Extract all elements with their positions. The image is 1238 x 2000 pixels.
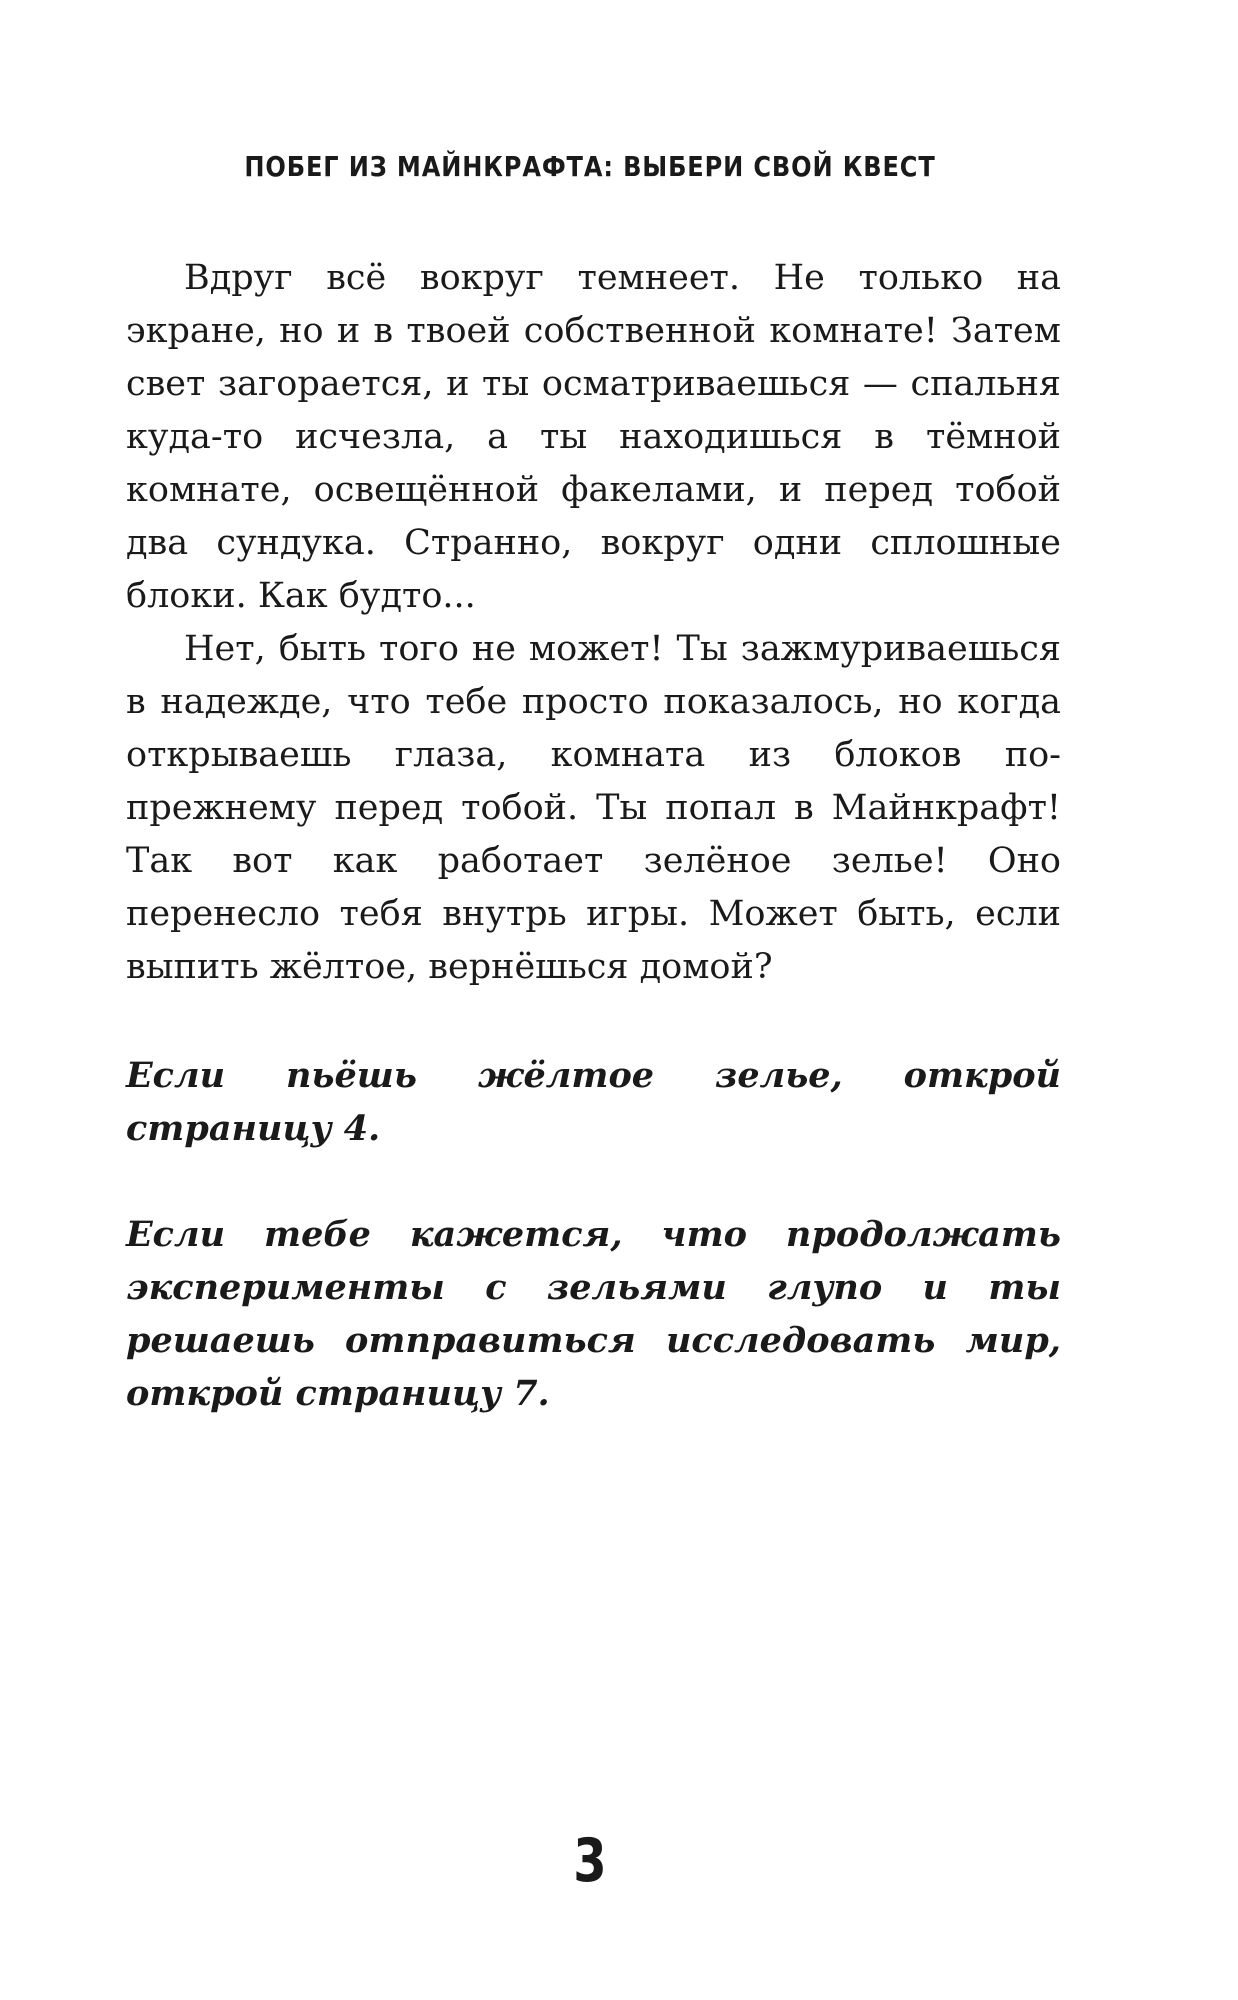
story-text <box>126 252 1061 994</box>
running-head: ПОБЕГ ИЗ МАЙНКРАФТА: ВЫБЕРИ СВОЙ КВЕСТ <box>244 150 936 183</box>
story-choices <box>126 1049 1061 1473</box>
paragraph: Вдруг всё вокруг темнеет. Не только на экране, но и в твоей собственной комнате! Затем свет загорается, и ты осматриваешься — спальня куда-то исчезла, а ты находишься в тёмной комнате, освещённой факелами, и перед тобой два сундука. Странно, вокруг одни сплошные блоки. Как будто... <box>126 258 1061 616</box>
choice-option: Если тебе кажется, что продолжать эксперименты с зельями глупо и ты решаешь отправиться исследовать мир, открой страницу 7. <box>126 1214 1061 1414</box>
page-number: 3 <box>573 1826 607 1896</box>
choice-option: Если пьёшь жёлтое зелье, открой страницу 4. <box>126 1055 1061 1149</box>
paragraph: Нет, быть того не может! Ты зажмуриваешься в надежде, что тебе просто показалось, но когда открываешь глаза, комната из блоков по-прежнему перед тобой. Ты попал в Майнкрафт! Так вот как работает зелёное зелье! Оно перенесло тебя внутрь игры. Может быть, если выпить жёлтое, вернёшься домой? <box>126 629 1061 987</box>
